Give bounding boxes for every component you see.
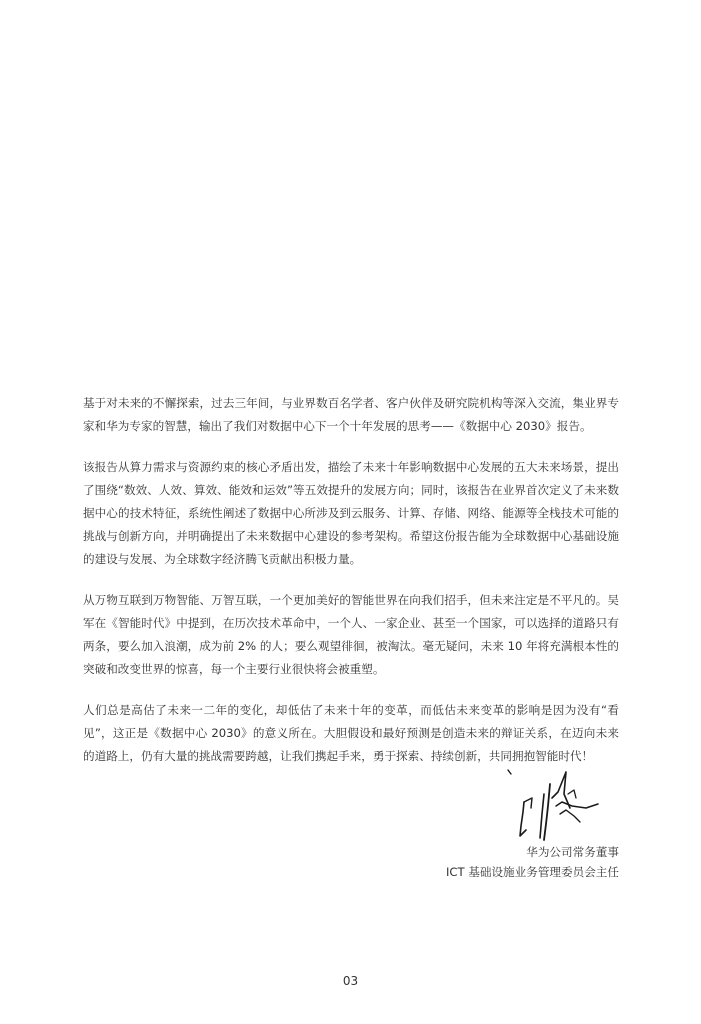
preface-body [83, 392, 619, 786]
handwritten-signature [500, 764, 610, 844]
signer-title-line1: 华为公司常务董事 [526, 845, 619, 859]
signer-title-line2: ICT 基础设施业务管理委员会主任 [445, 865, 619, 879]
paragraph-3: 从万物互联到万物智能、万智互联，一个更加美好的智能世界在向我们招手，但未来注定是不平凡的。吴军在《智能时代》中提到，在历次技术革命中，一个人、一家企业、甚至一个国家，可以选择的道路只有两条，要么加入浪潮，成为前 2% 的人；要么观望徘徊，被淘汰。毫无疑问，未来 10 年将充满根本性的突破和改变世界的惊喜，每一个主要行业很快将会被重塑。 [83, 593, 619, 676]
paragraph-4: 人们总是高估了未来一二年的变化，却低估了未来十年的变革，而低估未来变革的影响是因为没有“看见”，这正是《数据中心 2030》的意义所在。大胆假设和最好预测是创造未来的辩证关系，在迈向未来的道路上，仍有大量的挑战需要跨越，让我们携起手来，勇于探索、持续创新，共同拥抱智能时代！ [83, 703, 619, 763]
paragraph-1: 基于对未来的不懈探索，过去三年间，与业界数百名学者、客户伙伴及研究院机构等深入交流，集业界专家和华为专家的智慧，输出了我们对数据中心下一个十年发展的思考——《数据中心 2030》报告。 [83, 396, 619, 433]
page-number: 03 [342, 974, 359, 988]
paragraph-2: 该报告从算力需求与资源约束的核心矛盾出发，描绘了未来十年影响数据中心发展的五大未来场景，提出了围绕“数效、人效、算效、能效和运效”等五效提升的发展方向；同时，该报告在业界首次定义了未来数据中心的技术特征，系统性阐述了数据中心所涉及到云服务、计算、存储、网络、能源等全栈技术可能的挑战与创新方向，并明确提出了未来数据中心建设的参考架构。希望这份报告能为全球数据中心基础设施的建设与发展、为全球数字经济腾飞贡献出积极力量。 [83, 460, 619, 566]
